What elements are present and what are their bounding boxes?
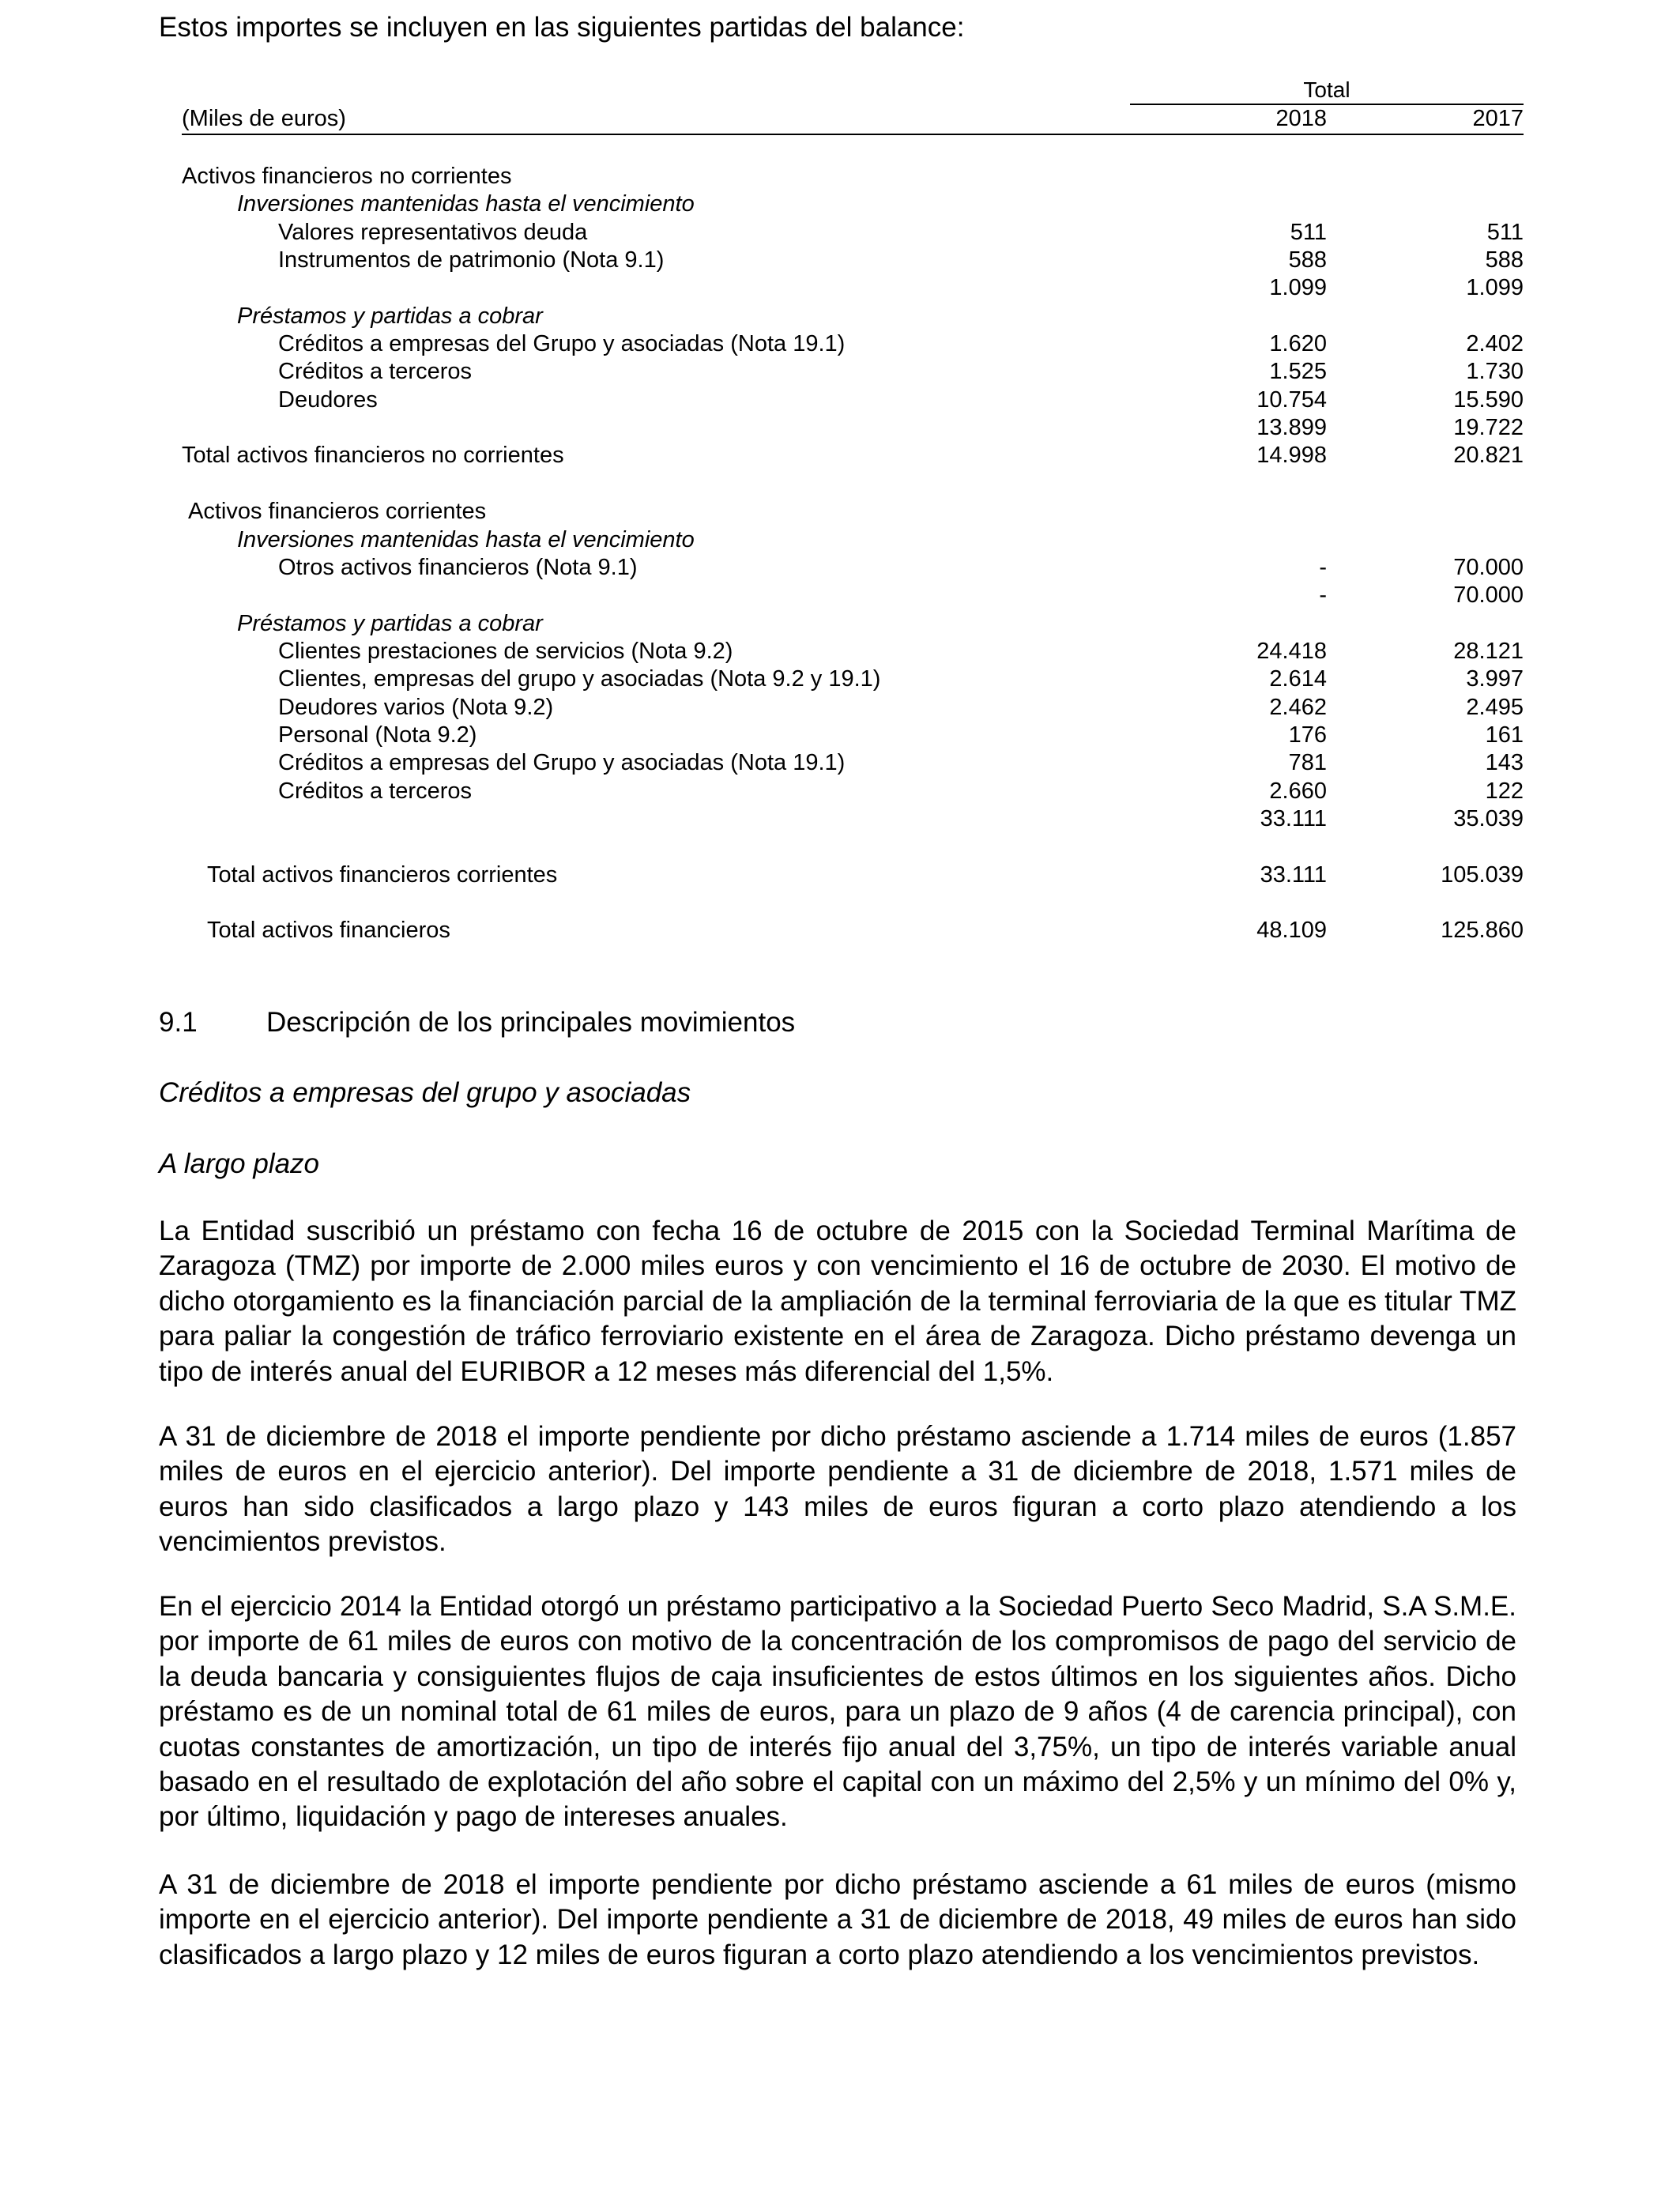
- subsection-heading: Créditos a empresas del grupo y asociadas: [159, 1077, 691, 1108]
- table-row: [182, 470, 1524, 498]
- value-2017: 1.099: [1466, 275, 1524, 301]
- section-title: Descripción de los principales movimientos: [266, 1007, 796, 1038]
- value-2018: [1130, 610, 1327, 638]
- value-2017: [1327, 134, 1524, 163]
- value-2017: 70.000: [1453, 554, 1524, 580]
- table-row: [182, 526, 1524, 554]
- value-2018: -: [1319, 582, 1327, 609]
- value-2017: 28.121: [1453, 638, 1524, 664]
- table-row: [182, 330, 1524, 358]
- value-2017: 588: [1485, 247, 1524, 273]
- table-row: [182, 498, 1524, 526]
- row-label: Créditos a terceros: [278, 359, 472, 385]
- row-label: Deudores: [278, 386, 378, 413]
- year-2017-header: 2017: [1327, 104, 1524, 134]
- row-label: [182, 833, 1130, 861]
- value-2018: 588: [1288, 247, 1327, 273]
- value-2018: 2.660: [1269, 778, 1327, 804]
- intro-text: Estos importes se incluyen en las siguientes partidas del balance:: [159, 12, 965, 43]
- table-row: [182, 442, 1524, 469]
- table-row: [182, 386, 1524, 414]
- value-2018: [1130, 134, 1327, 163]
- table-row: [182, 749, 1524, 777]
- row-label: [182, 134, 1130, 163]
- paragraph-1: La Entidad suscribió un préstamo con fecha 16 de octubre de 2015 con la Sociedad Terminal Marítima de Zaragoza (TMZ) por importe de 2.000 miles euros y con vencimiento el 16 de octubre de 2030. El motivo de dicho otorgamiento es la financiación parcial de la ampliación de la terminal ferroviaria de la que es titular TMZ para paliar la congestión de tráfico ferroviario existente en el área de Zaragoza. Dicho préstamo devenga un tipo de interés anual del EURIBOR a 12 meses más diferencial del 1,5%.: [159, 1216, 1516, 1387]
- value-2018: [1130, 303, 1327, 330]
- row-label: Instrumentos de patrimonio (Nota 9.1): [278, 247, 665, 273]
- value-2018: 10.754: [1256, 386, 1327, 413]
- row-label: Total activos financieros no corrientes: [182, 443, 564, 469]
- value-2018: 511: [1290, 219, 1327, 245]
- row-label: Inversiones mantenidas hasta el vencimiento: [237, 191, 695, 217]
- value-2017: 2.495: [1466, 694, 1524, 720]
- row-label: Total activos financieros corrientes: [207, 861, 558, 888]
- value-2017: [1327, 190, 1524, 218]
- table-row: [182, 190, 1524, 218]
- value-2017: 2.402: [1466, 331, 1524, 357]
- row-label: [182, 889, 1130, 917]
- table-row: [182, 303, 1524, 330]
- row-label: [182, 470, 1130, 498]
- value-2017: 1.730: [1466, 359, 1524, 385]
- value-2018: 1.525: [1269, 359, 1327, 385]
- value-2017: [1327, 470, 1524, 498]
- value-2017: [1327, 163, 1524, 190]
- value-2017: 511: [1486, 219, 1524, 245]
- value-2017: 70.000: [1453, 582, 1524, 609]
- subsubsection-heading: A largo plazo: [159, 1148, 319, 1179]
- value-2017: 122: [1485, 778, 1524, 804]
- value-2018: 24.418: [1256, 638, 1327, 664]
- value-2018: [1130, 163, 1327, 190]
- year-2018-header: 2018: [1130, 104, 1327, 134]
- value-2017: 105.039: [1441, 861, 1524, 888]
- financial-assets-table: [182, 76, 1524, 945]
- row-label: Clientes prestaciones de servicios (Nota 9.2): [278, 638, 733, 664]
- row-label: Personal (Nota 9.2): [278, 722, 477, 748]
- table-row: [182, 414, 1524, 442]
- table-row: [182, 833, 1524, 861]
- value-2018: [1130, 498, 1327, 526]
- table-row: [182, 134, 1524, 163]
- table-row: [182, 778, 1524, 805]
- table-row: [182, 861, 1524, 889]
- row-label: [182, 582, 1130, 609]
- row-label: [182, 414, 1130, 442]
- row-label: Clientes, empresas del grupo y asociadas (Nota 9.2 y 19.1): [278, 666, 881, 692]
- value-2017: [1327, 498, 1524, 526]
- value-2017: 35.039: [1453, 805, 1524, 831]
- value-2018: [1130, 833, 1327, 861]
- table-row: [182, 638, 1524, 665]
- value-2017: 19.722: [1453, 415, 1524, 441]
- table-row: [182, 163, 1524, 190]
- value-2018: 176: [1288, 722, 1327, 748]
- value-2018: [1130, 190, 1327, 218]
- value-2018: 13.899: [1256, 415, 1327, 441]
- section-heading: [159, 1005, 795, 1040]
- total-column-header: Total: [1130, 76, 1524, 104]
- row-label: Deudores varios (Nota 9.2): [278, 694, 554, 720]
- row-label: [182, 274, 1130, 302]
- row-label: Préstamos y partidas a cobrar: [237, 610, 543, 636]
- table-row: [182, 554, 1524, 582]
- row-label: Créditos a empresas del Grupo y asociadas (Nota 19.1): [278, 750, 846, 776]
- row-label: [182, 805, 1130, 833]
- table-row: [182, 358, 1524, 386]
- value-2018: 48.109: [1256, 918, 1327, 944]
- table-row: [182, 247, 1524, 274]
- value-2018: 2.462: [1269, 694, 1327, 720]
- value-2018: [1130, 470, 1327, 498]
- row-label: Otros activos financieros (Nota 9.1): [278, 554, 638, 580]
- table-row: [182, 805, 1524, 833]
- value-2017: 125.860: [1441, 918, 1524, 944]
- paragraph-4: A 31 de diciembre de 2018 el importe pendiente por dicho préstamo asciende a 61 miles de euros (mismo importe en el ejercicio anterior). Del importe pendiente a 31 de diciembre de 2018, 49 miles de euros han sido clasificados a largo plazo y 12 miles de euros figuran a corto plazo atendiendo a los vencimientos previstos.: [159, 1869, 1516, 1970]
- value-2018: 1.099: [1269, 275, 1327, 301]
- table-row: [182, 582, 1524, 609]
- value-2018: 33.111: [1260, 861, 1327, 888]
- row-label: Créditos a empresas del Grupo y asociadas (Nota 19.1): [278, 331, 846, 357]
- table-row: [182, 694, 1524, 722]
- value-2017: [1327, 303, 1524, 330]
- table-row: [182, 722, 1524, 749]
- value-2018: [1130, 889, 1327, 917]
- value-2018: 33.111: [1260, 805, 1327, 831]
- value-2018: 14.998: [1256, 443, 1327, 469]
- table-row: [182, 274, 1524, 302]
- value-2018: 2.614: [1269, 666, 1327, 692]
- value-2017: 143: [1485, 750, 1524, 776]
- row-label: Inversiones mantenidas hasta el vencimiento: [237, 526, 695, 552]
- table-row: [182, 610, 1524, 638]
- section-number: 9.1: [159, 1007, 198, 1038]
- value-2017: [1327, 833, 1524, 861]
- row-label: Valores representativos deuda: [278, 219, 588, 245]
- value-2017: 161: [1485, 722, 1524, 748]
- table-header-row: [182, 104, 1524, 134]
- value-2018: 1.620: [1269, 331, 1327, 357]
- table-header-total-row: [182, 76, 1524, 104]
- table-row: [182, 665, 1524, 693]
- value-2017: [1327, 889, 1524, 917]
- row-label: Total activos financieros: [207, 918, 450, 944]
- row-label: Créditos a terceros: [278, 778, 472, 804]
- value-2017: 15.590: [1453, 386, 1524, 413]
- value-2018: 781: [1288, 750, 1327, 776]
- table-row: [182, 219, 1524, 247]
- unit-label: (Miles de euros): [182, 104, 1130, 134]
- value-2017: [1327, 610, 1524, 638]
- row-label: Préstamos y partidas a cobrar: [237, 303, 543, 329]
- paragraph-2: A 31 de diciembre de 2018 el importe pendiente por dicho préstamo asciende a 1.714 miles de euros (1.857 miles de euros en el ejercicio anterior). Del importe pendiente a 31 de diciembre de 2018, 1.571 miles de euros han sido clasificados a largo plazo y 143 miles de euros figuran a corto plazo atendiendo a los vencimientos previstos.: [159, 1421, 1516, 1558]
- value-2018: [1130, 526, 1327, 554]
- value-2017: [1327, 526, 1524, 554]
- paragraph-3: En el ejercicio 2014 la Entidad otorgó un préstamo participativo a la Sociedad Puerto Seco Madrid, S.A S.M.E. por importe de 61 miles de euros con motivo de la concentración de los compromisos de pago del servicio de la deuda bancaria y consiguientes flujos de caja insuficientes de estos últimos en los siguientes años. Dicho préstamo es de un nominal total de 61 miles de euros, para un plazo de 9 años (4 de carencia principal), con cuotas constantes de amortización, un tipo de interés fijo anual del 3,75%, un tipo de interés variable anual basado en el resultado de explotación del año sobre el capital con un máximo del 2,5% y un mínimo del 0% y, por último, liquidación y pago de intereses anuales.: [159, 1591, 1516, 1833]
- table-row: [182, 889, 1524, 917]
- value-2018: -: [1319, 554, 1327, 580]
- row-label: Activos financieros no corrientes: [182, 164, 512, 190]
- table-row: [182, 917, 1524, 944]
- value-2017: 3.997: [1466, 666, 1524, 692]
- value-2017: 20.821: [1453, 443, 1524, 469]
- row-label: Activos financieros corrientes: [188, 499, 487, 525]
